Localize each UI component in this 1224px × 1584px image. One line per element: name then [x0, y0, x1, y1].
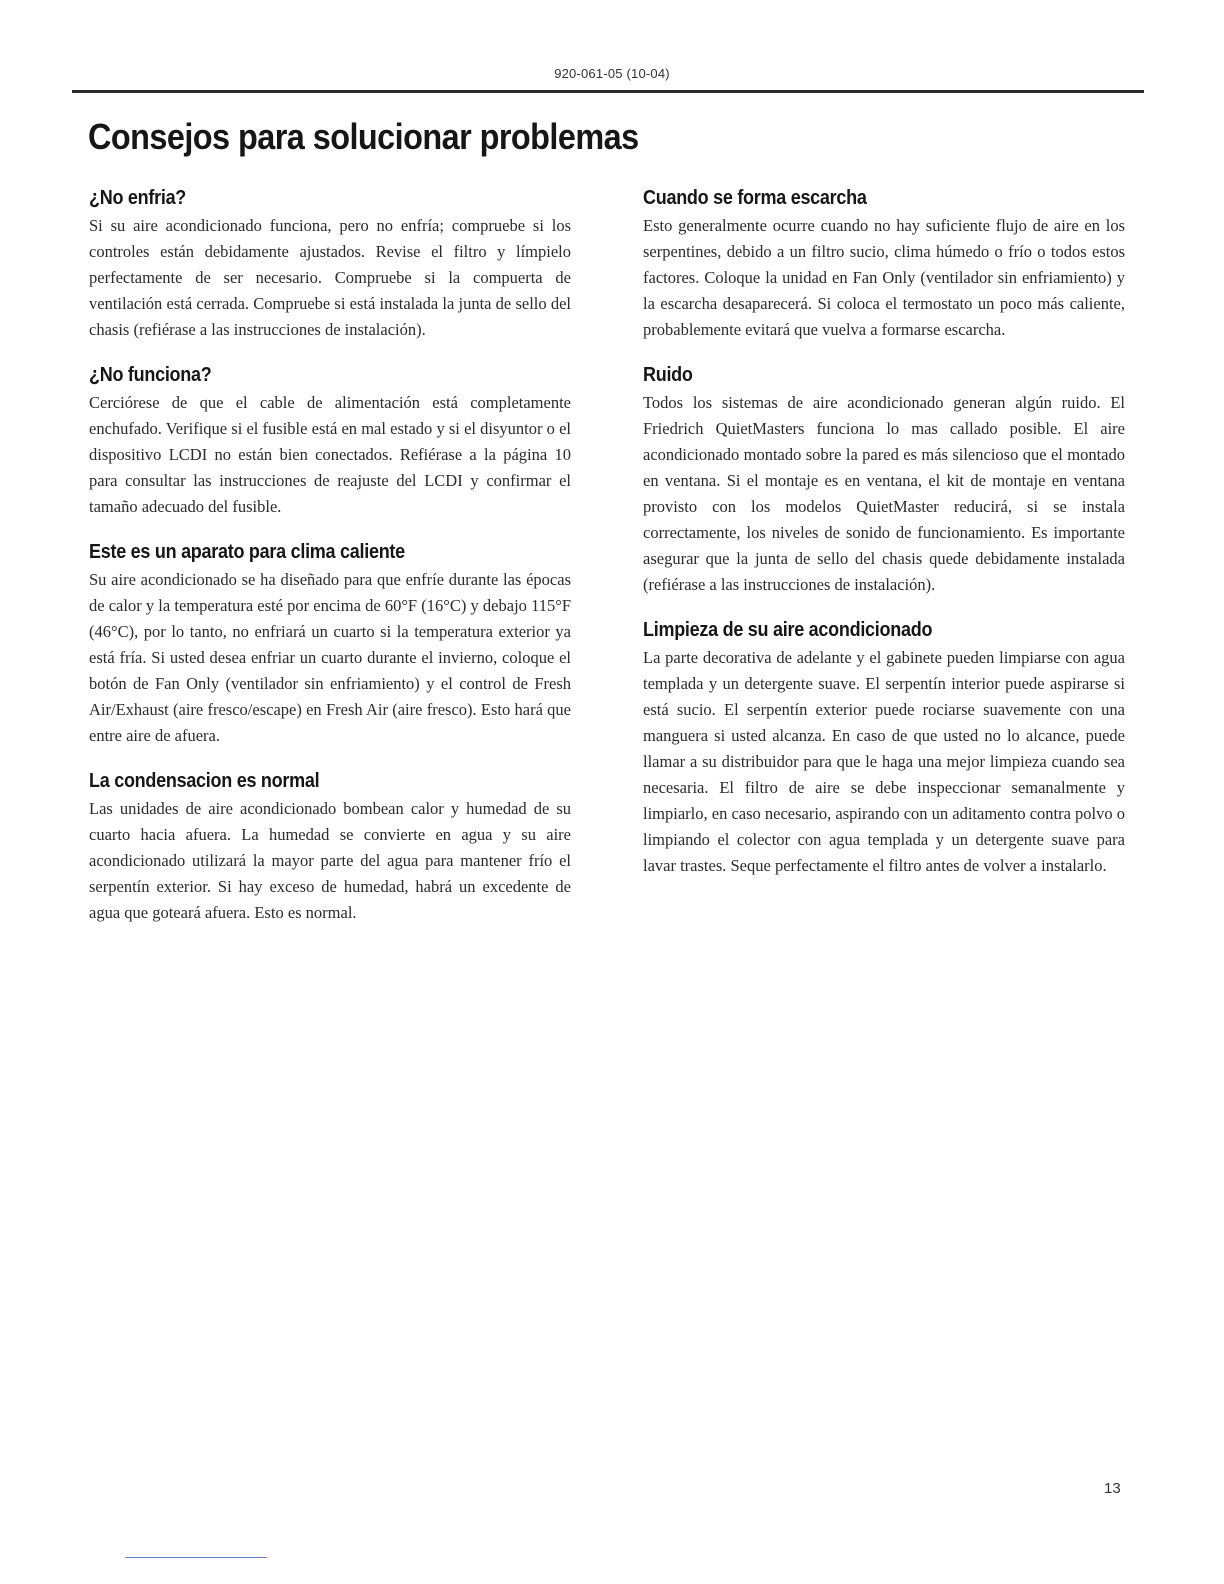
- section-body: Las unidades de aire acondicionado bombean calor y humedad de su cuarto hacia afuera. La humedad se convierte en agua y su aire acondicionado utilizará la mayor parte del agua para mantener frío el serpentín exterior. Si hay exceso de humedad, habrá un excedente de agua que goteará afuera. Esto es normal.: [89, 799, 571, 922]
- section-body: Cerciórese de que el cable de alimentación está completamente enchufado. Verifique si el fusible está en mal estado y si el disyuntor o el dispositivo LCDI no están bien conectados. Refiérase a la página 10 para consultar las instrucciones de reajuste del LCDI y confirmar el tamaño adecuado del fusible.: [89, 393, 571, 516]
- page-title: Consejos para solucionar problemas: [88, 116, 639, 157]
- section-heading: Este es un aparato para clima caliente: [89, 541, 405, 563]
- page-number: 13: [1104, 1480, 1121, 1497]
- section-no-enfria: [89, 186, 571, 343]
- section-body: Todos los sistemas de aire acondicionado generan algún ruido. El Friedrich QuietMasters funciona lo mas callado posible. El aire acondicionado montado sobre la pared es más silencioso que el montado en ventana. Si el montaje es en ventana, el kit de montaje en ventana provisto con los modelos QuietMaster reducirá, si se instala correctamente, los niveles de sonido de funcionamiento. Es importante asegurar que la junta de sello del chasis quede debidamente instalada (refiérase a las instrucciones de instalación).: [643, 393, 1125, 594]
- section-heading: ¿No enfria?: [89, 187, 187, 209]
- footer-line: [125, 1557, 267, 1558]
- section-heading: Limpieza de su aire acondicionado: [643, 619, 933, 641]
- section-heading: Ruido: [643, 364, 693, 386]
- section-body: Su aire acondicionado se ha diseñado para que enfríe durante las épocas de calor y la temperatura esté por encima de 60°F (16°C) y debajo 115°F (46°C), por lo tanto, no enfriará un cuarto si la temperatura exterior ya está fría. Si usted desea enfriar un cuarto durante el invierno, coloque el botón de Fan Only (ventilador sin enfriamiento) y el control de Fresh Air/Exhaust (aire fresco/escape) en Fresh Air (aire fresco). Esto hará que entre aire de afuera.: [89, 570, 571, 745]
- document-code: 920-061-05 (10-04): [554, 66, 670, 81]
- section-clima-caliente: [89, 540, 571, 749]
- section-body: Esto generalmente ocurre cuando no hay suficiente flujo de aire en los serpentines, debido a un filtro sucio, clima húmedo o frío o todos estos factores. Coloque la unidad en Fan Only (ventilador sin enfriamiento) y la escarcha desaparecerá. Si coloca el termostato un poco más caliente, probablemente evitará que vuelva a formarse escarcha.: [643, 216, 1125, 339]
- section-escarcha: [643, 186, 1125, 343]
- section-ruido: [643, 363, 1125, 598]
- section-limpieza: [643, 618, 1125, 879]
- section-heading: La condensacion es normal: [89, 770, 320, 792]
- section-condensacion: [89, 769, 571, 926]
- section-heading: Cuando se forma escarcha: [643, 187, 867, 209]
- section-body: La parte decorativa de adelante y el gabinete pueden limpiarse con agua templada y un detergente suave. El serpentín interior puede aspirarse si está sucio. El serpentín exterior puede rociarse suavemente con una manguera si usted alcanza. En caso de que usted no lo alcance, puede llamar a su distribuidor para que le haga una mejor limpieza cuando sea necesaria. El filtro de aire se debe inspeccionar semanalmente y limpiarlo, en caso necesario, aspirando con un aditamento contra polvo o limpiando el colector con agua templada y un detergente suave para lavar trastes. Seque perfectamente el filtro antes de volver a instalarlo.: [643, 648, 1126, 875]
- section-no-funciona: [89, 363, 571, 520]
- left-column: [89, 186, 571, 926]
- section-body: Si su aire acondicionado funciona, pero no enfría; compruebe si los controles están debidamente ajustados. Revise el filtro y límpielo perfectamente de ser necesario. Compruebe si la compuerta de ventilación está cerrada. Compruebe si está instalada la junta de sello del chasis (refiérase a las instrucciones de instalación).: [89, 216, 571, 339]
- header-rule: [72, 90, 1144, 93]
- right-column: [643, 186, 1125, 879]
- section-heading: ¿No funciona?: [89, 364, 212, 386]
